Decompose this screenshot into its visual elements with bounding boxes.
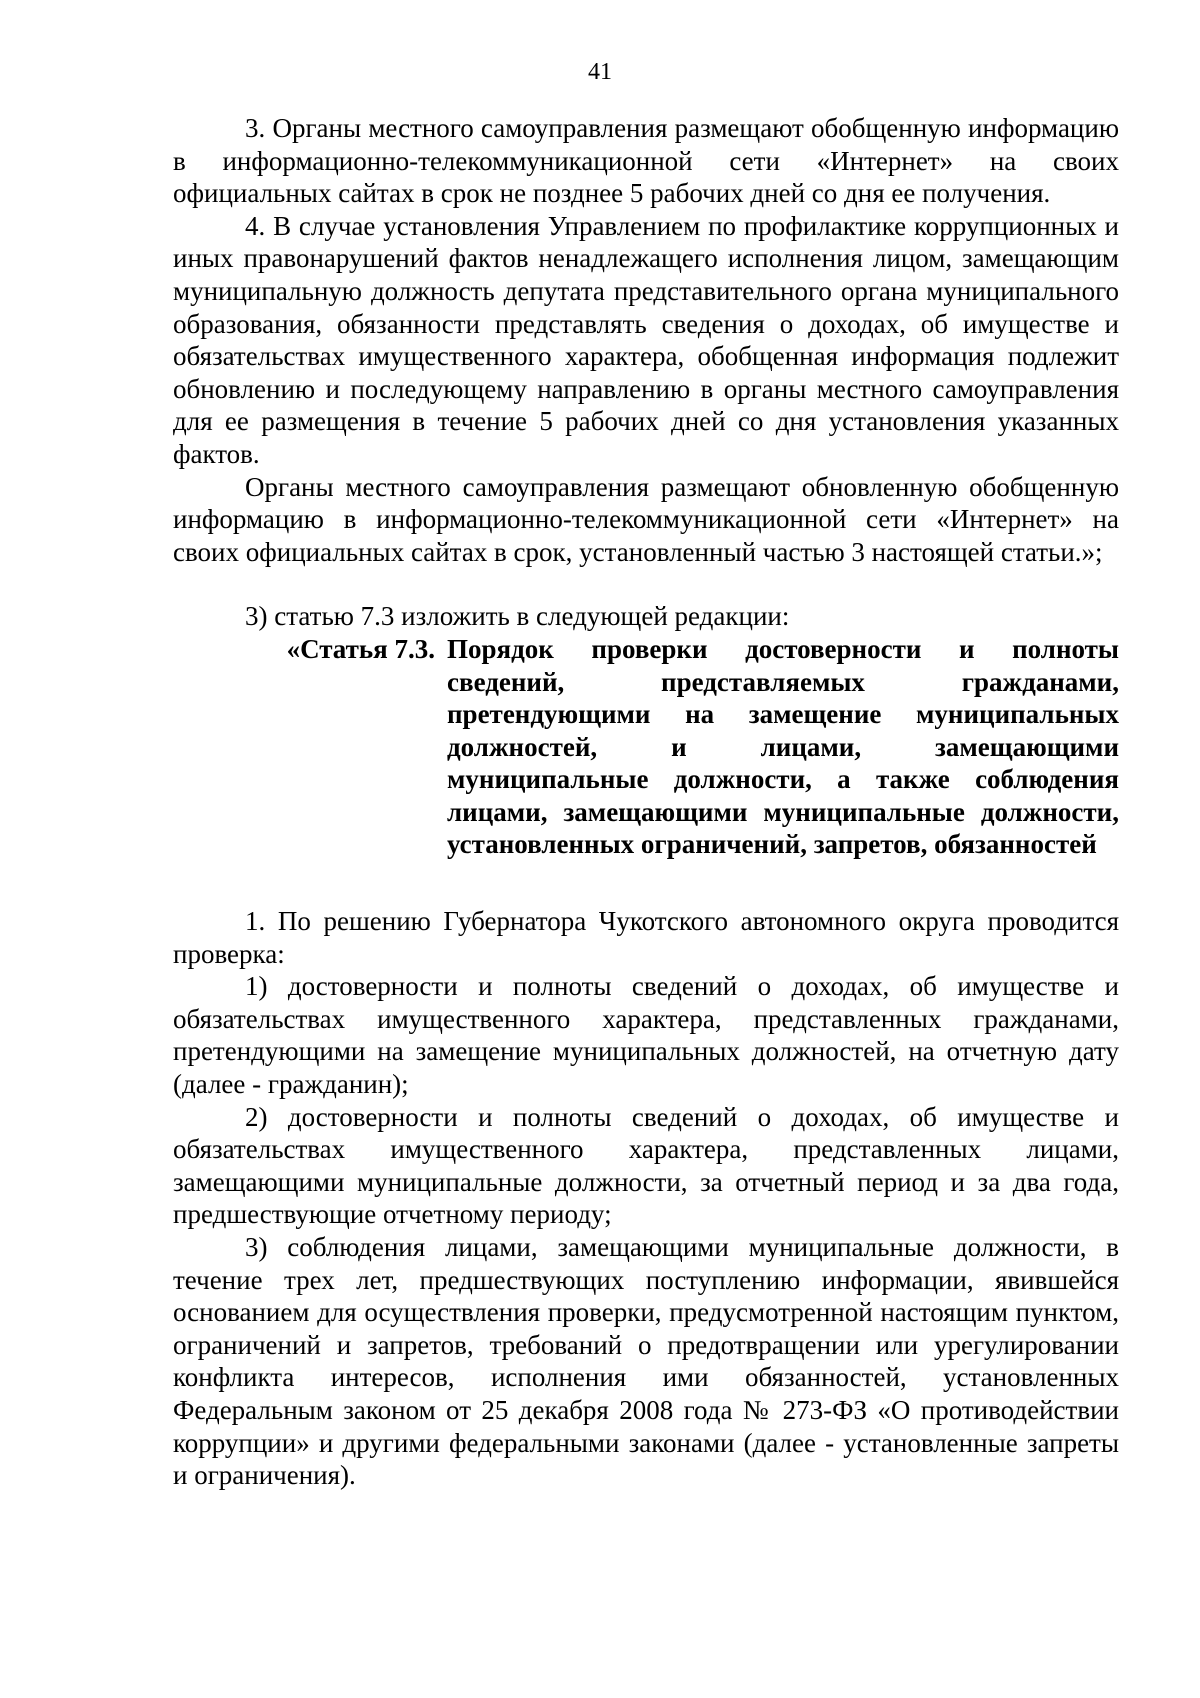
amendment-instruction: 3) статью 7.3 изложить в следующей редакции:: [245, 601, 790, 632]
article-number: «Статья 7.3.: [286, 633, 435, 664]
spacer: [173, 568, 1119, 600]
subclause-1: 1) достоверности и полноты сведений о доходах, об имуществе и обязательствах имущественного характера, представленных гражданами, претендующими на замещение муниципальных должностей, на отчетную дату (далее - гражданин);: [173, 971, 1119, 1100]
article-heading: [173, 633, 1119, 861]
paragraph-4: 4. В случае установления Управлением по профилактике коррупционных и иных правонарушений фактов ненадлежащего исполнения лицом, замещающим муниципальную должность депутата представительного органа муниципального образования, обязанности представлять сведения о доходах, об имуществе и обязательствах имущественного характера, обобщенная информация подлежит обновлению и последующему направлению в органы местного самоуправления для ее размещения в течение 5 рабочих дней со дня установления указанных фактов.: [173, 210, 1119, 469]
article-title: Порядок проверки достоверности и полноты сведений, представляемых гражданами, претендующими на замещение муниципальных должностей, и лицами, замещающими муниципальные должности, а также соблюдения лицами, замещающими муниципальные должности, установленных ограничений, запретов, обязанностей: [447, 633, 1119, 860]
subclause-2: 2) достоверности и полноты сведений о доходах, об имуществе и обязательствах имущественного характера, представленных лицами, замещающими муниципальные должности, за отчетный период и за два года, предшествующие отчетному периоду;: [173, 1101, 1119, 1230]
spacer: [173, 861, 1119, 905]
page-number: 41: [588, 59, 612, 85]
document-body: [173, 112, 1119, 1492]
clause-1: 1. По решению Губернатора Чукотского автономного округа проводится проверка:: [173, 906, 1119, 969]
paragraph-3: 3. Органы местного самоуправления размещают обобщенную информацию в информационно-телекоммуникационной сети «Интернет» на своих официальных сайтах в срок не позднее 5 рабочих дней со дня ее получения.: [173, 113, 1119, 209]
paragraph-organs-update: Органы местного самоуправления размещают обновленную обобщенную информацию в информационно-телекоммуникационной сети «Интернет» на своих официальных сайтах в срок, установленный частью 3 настоящей статьи.»;: [173, 471, 1119, 567]
subclause-3: 3) соблюдения лицами, замещающими муниципальные должности, в течение трех лет, предшествующих поступлению информации, явившейся основанием для осуществления проверки, предусмотренной настоящим пунктом, ограничений и запретов, требований о предотвращении или урегулировании конфликта интересов, исполнения ими обязанностей, установленных Федеральным законом от 25 декабря 2008 года № 273-ФЗ «О противодействии коррупции» и другими федеральными законами (далее - установленные запреты и ограничения).: [173, 1232, 1119, 1491]
